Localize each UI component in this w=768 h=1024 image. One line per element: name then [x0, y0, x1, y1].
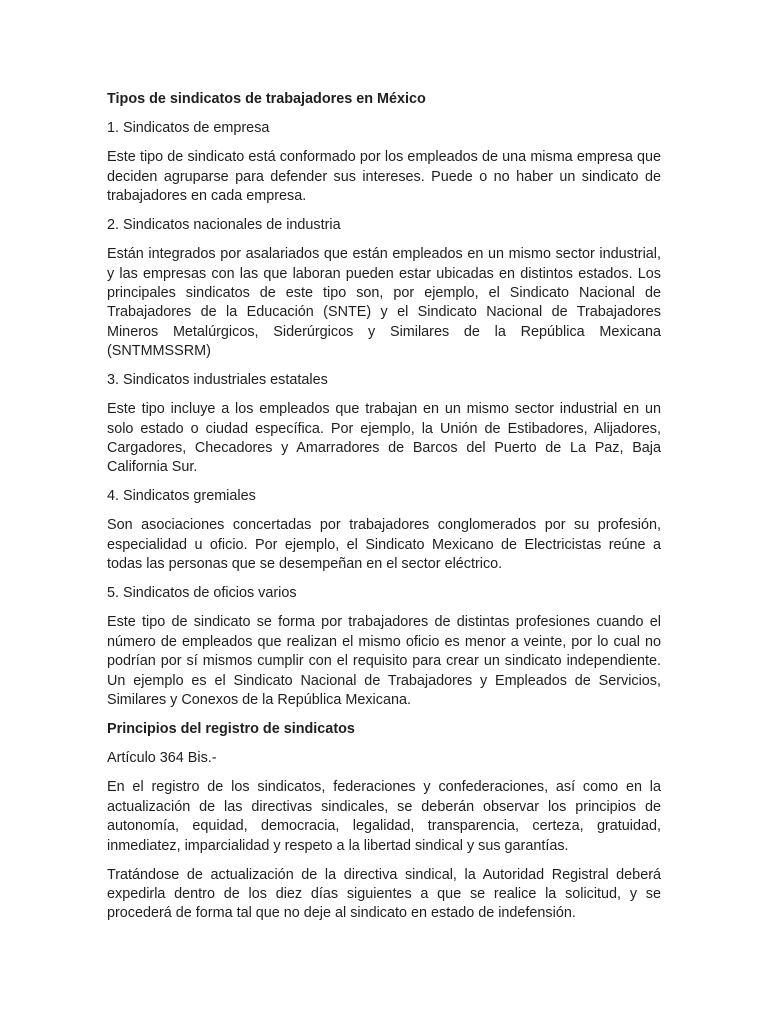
principles-paragraph-2: Tratándose de actualización de la directiva sindical, la Autoridad Registral deberá expedirla dentro de los diez días siguientes a que se realice la solicitud, y se procederá de forma tal que no deje al sindicato en estado de indefensión.	[107, 866, 661, 922]
section-body-5: Este tipo de sindicato se forma por trabajadores de distintas profesiones cuando el número de empleados que realizan el mismo oficio es menor a veinte, por lo cual no podrían por sí mismos cumplir con el requisito para crear un sindicato independiente. Un ejemplo es el Sindicato Nacional de Trabajadores y Empleados de Servicios, Similares y Conexos de la República Mexicana.	[107, 614, 661, 708]
section-heading-5: 5. Sindicatos de oficios varios	[107, 585, 297, 602]
principles-title: Principios del registro de sindicatos	[107, 720, 355, 737]
section-body-1: Este tipo de sindicato está conformado por los empleados de una misma empresa que deciden agruparse para defender sus intereses. Puede o no haber un sindicato de trabajadores en cada empresa.	[107, 149, 661, 205]
section-body-4: Son asociaciones concertadas por trabajadores conglomerados por su profesión, especialidad u oficio. Por ejemplo, el Sindicato Mexicano de Electricistas reúne a todas las personas que se desempeñan en el sector eléctrico.	[107, 517, 661, 573]
article-label: Artículo 364 Bis.-	[107, 750, 217, 767]
section-heading-1: 1. Sindicatos de empresa	[107, 120, 270, 137]
document-page	[107, 90, 661, 933]
section-body-3: Este tipo incluye a los empleados que trabajan en un mismo sector industrial en un solo estado o ciudad específica. Por ejemplo, la Unión de Estibadores, Alijadores, Cargadores, Checadores y Amarradores de Barcos del Puerto de La Paz, Baja California Sur.	[107, 401, 661, 476]
document-title: Tipos de sindicatos de trabajadores en México	[107, 91, 426, 107]
section-heading-4: 4. Sindicatos gremiales	[107, 488, 256, 505]
principles-paragraph-1: En el registro de los sindicatos, federaciones y confederaciones, así como en la actualización de las directivas sindicales, se deberán observar los principios de autonomía, equidad, democracia, legalidad, transparencia, certeza, gratuidad, inmediatez, imparcialidad y respeto a la libertad sindical y sus garantías.	[107, 779, 661, 854]
section-heading-2: 2. Sindicatos nacionales de industria	[107, 217, 341, 234]
section-body-2: Están integrados por asalariados que están empleados en un mismo sector industrial, y las empresas con las que laboran pueden estar ubicadas en distintos estados. Los principales sindicatos de este tipo son, por ejemplo, el Sindicato Nacional de Trabajadores de la Educación (SNTE) y el Sindicato Nacional de Trabajadores Mineros Metalúrgicos, Siderúrgicos y Similares de la República Mexicana (SNTMMSSRM)	[107, 246, 661, 360]
section-heading-3: 3. Sindicatos industriales estatales	[107, 372, 328, 389]
